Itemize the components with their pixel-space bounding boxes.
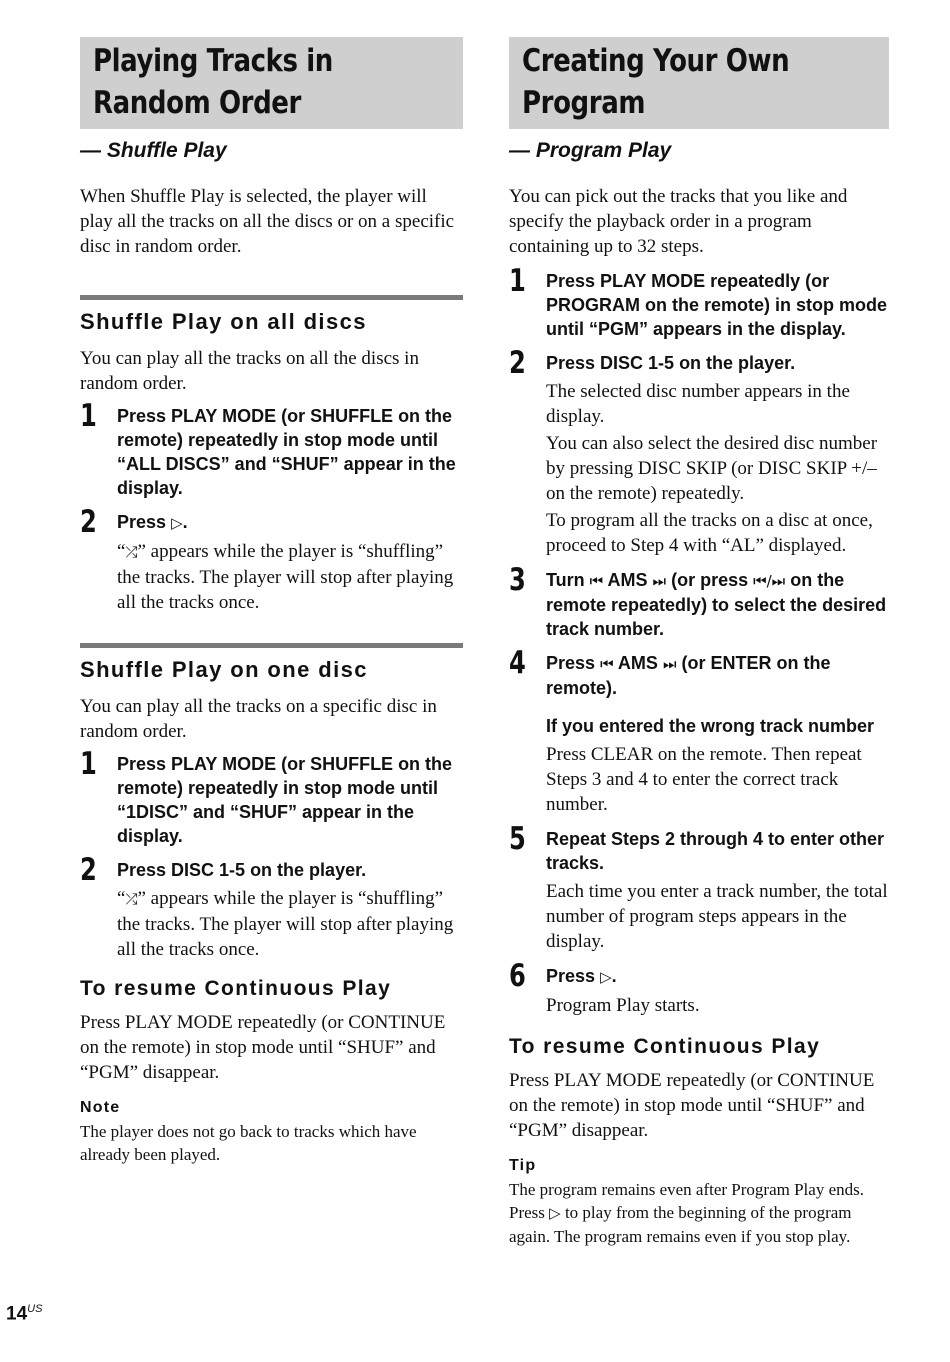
tip-text-b: to play from the beginning of the program again. The program remains even if you stop play.	[509, 1203, 852, 1246]
step-title-text: Press	[546, 966, 596, 986]
quote-open: “	[117, 541, 126, 562]
step-number: 4	[509, 645, 526, 681]
step-program-3	[509, 562, 889, 641]
step-title: Press ▷.	[117, 512, 188, 532]
subtitle-shuffle: — Shuffle Play	[80, 139, 227, 162]
subtitle-program: — Program Play	[509, 139, 672, 162]
step-title-text: Press	[546, 653, 596, 673]
tip-text-a: The program remains even after Program Play ends. Press	[509, 1180, 864, 1222]
intro-all-discs: You can play all the tracks on all the discs in random order.	[80, 348, 419, 394]
step-title	[546, 651, 889, 700]
step-number: 2	[80, 504, 97, 540]
step-title: Press ▷.	[546, 966, 617, 986]
step-number: 2	[80, 852, 97, 888]
page-number-value: 14	[6, 1303, 28, 1325]
page-number	[6, 1303, 42, 1325]
step-number: 2	[509, 345, 526, 381]
step-number: 1	[80, 398, 97, 434]
step-title-text: (or press	[671, 570, 749, 590]
intro-program: You can pick out the tracks that you like and specify the playback order in a program containing up to 32 steps.	[509, 186, 848, 257]
section-divider	[80, 643, 463, 648]
step-body-text: The selected disc number appears in the display.	[546, 381, 850, 427]
step-number: 6	[509, 958, 526, 994]
shuffle-icon: ⤮	[125, 543, 138, 561]
step-program-1	[509, 263, 889, 341]
prev-next-icon: ⏮/⏭	[753, 572, 786, 590]
step-one-disc-2	[80, 852, 463, 962]
step-body-text: Each time you enter a track number, the total number of program steps appears in the display.	[546, 881, 888, 952]
step-body	[546, 379, 889, 558]
tip-text	[509, 1178, 889, 1248]
intro-one-disc: You can play all the tracks on a specific disc in random order.	[80, 696, 437, 742]
step-number: 5	[509, 821, 526, 857]
right-column	[509, 37, 889, 1248]
step-body	[117, 539, 463, 615]
heading-resume-continuous: To resume Continuous Play	[509, 1035, 821, 1058]
step-number: 1	[80, 746, 97, 782]
play-icon: ▷	[600, 968, 612, 986]
resume-text: Press PLAY MODE repeatedly (or CONTINUE on the remote) in stop mode until “SHUF” and “PGM” disappear.	[80, 1012, 446, 1083]
section-title-box	[509, 37, 889, 129]
note-heading: Note	[80, 1099, 121, 1116]
step-all-discs-1	[80, 398, 463, 500]
play-icon: ▷	[549, 1204, 561, 1222]
heading-one-disc: Shuffle Play on one disc	[80, 657, 368, 682]
step-body-text: To program all the tracks on a disc at once, proceed to Step 4 with “AL” displayed.	[546, 510, 873, 556]
wrong-track-heading: If you entered the wrong track number	[546, 716, 875, 736]
play-icon: ▷	[171, 514, 183, 532]
next-track-icon: ⏭	[662, 655, 677, 673]
prev-track-icon: ⏮	[589, 572, 604, 590]
step-title-text: (or ENTER on the remote).	[546, 653, 831, 698]
step-title	[546, 568, 889, 641]
page-title-shuffle: Playing Tracks in Random Order	[93, 43, 333, 121]
left-column	[80, 37, 463, 1166]
resume-text: Press PLAY MODE repeatedly (or CONTINUE on the remote) in stop mode until “SHUF” and “PGM” disappear.	[509, 1070, 875, 1141]
heading-all-discs: Shuffle Play on all discs	[80, 309, 367, 334]
step-program-6	[509, 958, 889, 1018]
step-body-text: ” appears while the player is “shuffling” the tracks. The player will stop after playing all the tracks once.	[117, 541, 454, 613]
note-text: The player does not go back to tracks which have already been played.	[80, 1122, 417, 1164]
step-body-text: You can also select the desired disc number by pressing DISC SKIP (or DISC SKIP +/– on the remote) repeatedly.	[546, 433, 878, 504]
intro-shuffle: When Shuffle Play is selected, the player will play all the tracks on all the discs or on a specific disc in random order.	[80, 186, 455, 257]
shuffle-icon: ⤮	[125, 890, 138, 908]
page-title-program: Creating Your Own Program	[522, 43, 790, 121]
heading-resume-continuous: To resume Continuous Play	[80, 977, 392, 1000]
tip-heading: Tip	[509, 1157, 537, 1174]
step-title: Press PLAY MODE repeatedly (or PROGRAM on the remote) in stop mode until “PGM” appears in the display.	[546, 271, 888, 339]
quote-open: “	[117, 888, 126, 909]
section-divider	[80, 295, 463, 300]
step-program-5	[509, 821, 889, 954]
step-program-4	[509, 645, 889, 817]
step-number: 1	[509, 263, 526, 299]
step-title-text: Turn	[546, 570, 585, 590]
step-title-text: Press	[117, 512, 167, 532]
step-title-text: AMS	[607, 570, 648, 590]
step-number: 3	[509, 562, 526, 598]
step-body	[117, 886, 463, 962]
section-title-box	[80, 37, 463, 129]
step-title-text: on the remote repeatedly) to select the desired track number.	[546, 570, 887, 639]
step-body-text: Program Play starts.	[546, 995, 700, 1016]
step-title: Press PLAY MODE (or SHUFFLE on the remote) repeatedly in stop mode until “ALL DISCS” and “SHUF” appear in the display.	[117, 406, 456, 498]
page-number-suffix: US	[27, 1303, 43, 1315]
wrong-track-text: Press CLEAR on the remote. Then repeat Steps 3 and 4 to enter the correct track number.	[546, 744, 862, 815]
step-title-text: AMS	[617, 653, 658, 673]
step-title: Press PLAY MODE (or SHUFFLE on the remote) repeatedly in stop mode until “1DISC” and “SHUF” appear in the display.	[117, 754, 453, 846]
step-title: Press DISC 1-5 on the player.	[546, 353, 796, 373]
step-title: Press DISC 1-5 on the player.	[117, 860, 367, 880]
step-all-discs-2	[80, 504, 463, 615]
step-one-disc-1	[80, 746, 463, 848]
step-title: Repeat Steps 2 through 4 to enter other tracks.	[546, 829, 885, 873]
prev-track-icon: ⏮	[600, 655, 614, 673]
step-body-text: ” appears while the player is “shuffling” the tracks. The player will stop after playing all the tracks once.	[117, 888, 454, 960]
step-program-2	[509, 345, 889, 558]
next-track-icon: ⏭	[652, 572, 667, 590]
